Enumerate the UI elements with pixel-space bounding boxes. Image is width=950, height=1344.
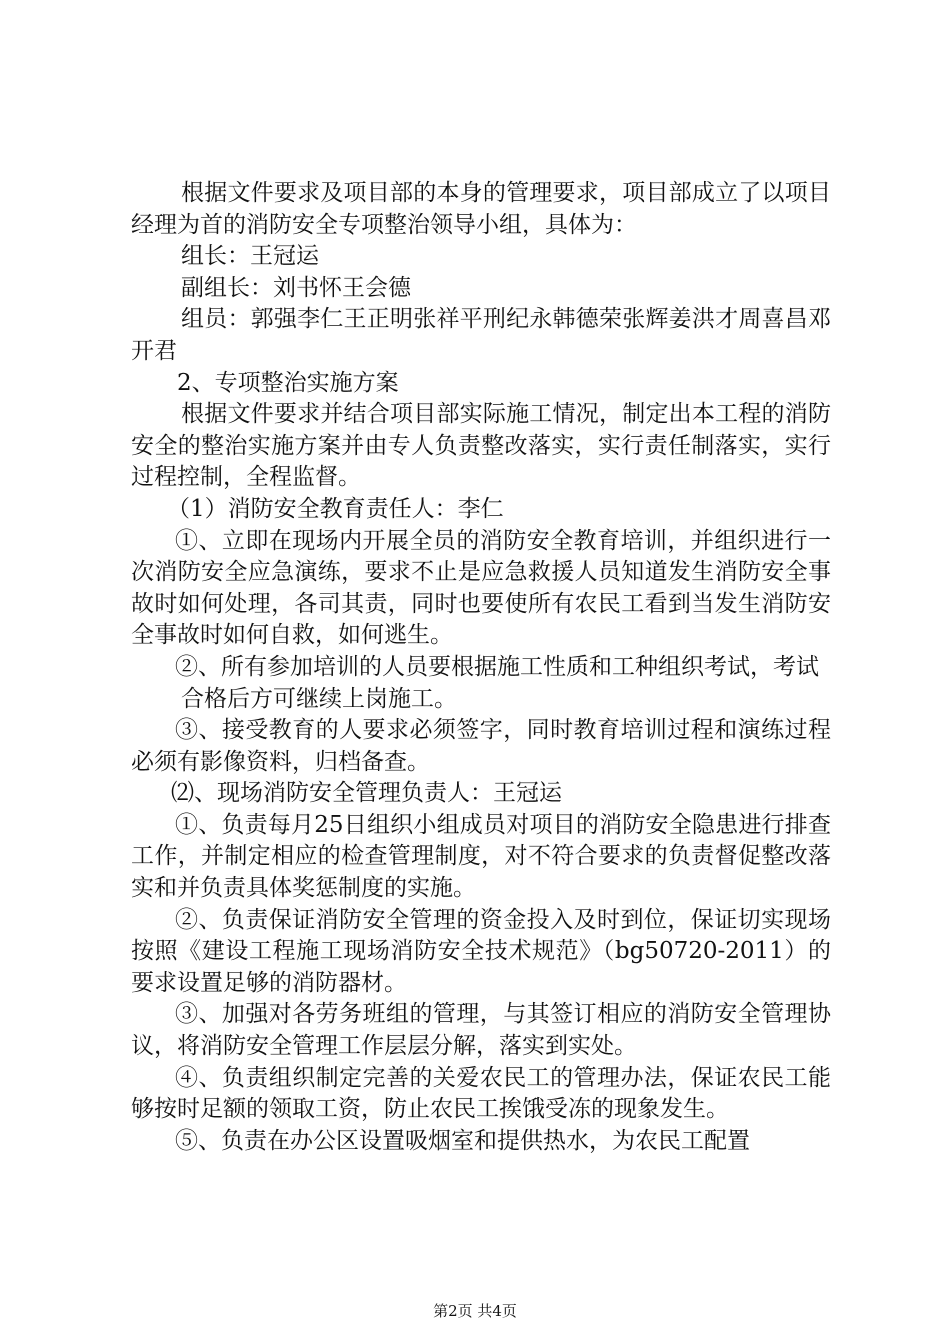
paragraph-members: 组员：郭强李仁王正明张祥平刑纪永韩德荣张辉姜洪才周喜昌邓开君 (131, 306, 831, 364)
paragraph-leader: 组长：王冠运 (181, 243, 319, 270)
subheading-education: （1）消防安全教育责任人：李仁 (167, 495, 504, 522)
paragraph-deputy-leader: 副组长：刘书怀王会德 (181, 274, 411, 301)
paragraph-intro: 根据文件要求及项目部的本身的管理要求，项目部成立了以项目经理为首的消防安全专项整治领导小组，具体为： (131, 180, 831, 238)
subheading-site-management: ⑵、现场消防安全管理负责人：王冠运 (171, 780, 562, 807)
item-site-1: ①、负责每月25日组织小组成员对项目的消防安全隐患进行排查工作，并制定相应的检查管理制度，对不符合要求的负责督促整改落实和并负责具体奖惩制度的实施。 (131, 811, 831, 902)
page-number-footer: 第2页 共4页 (433, 1302, 517, 1320)
paragraph-plan: 根据文件要求并结合项目部实际施工情况，制定出本工程的消防安全的整治实施方案并由专人负责整改落实，实行责任制落实，实行过程控制，全程监督。 (131, 401, 831, 491)
item-education-2-cont: 合格后方可继续上岗施工。 (181, 685, 457, 712)
item-site-3: ③、加强对各劳务班组的管理，与其签订相应的消防安全管理协议，将消防安全管理工作层层分解，落实到实处。 (131, 1001, 831, 1060)
item-site-2: ②、负责保证消防安全管理的资金投入及时到位，保证切实现场按照《建设工程施工现场消防安全技术规范》（bg50720-2011）的要求设置足够的消防器材。 (131, 906, 831, 996)
item-education-2: ②、所有参加培训的人员要根据施工性质和工种组织考试，考试 (175, 653, 819, 680)
item-education-3: ③、接受教育的人要求必须签字，同时教育培训过程和演练过程必须有影像资料，归档备查。 (131, 717, 831, 775)
section-heading-plan: 2、专项整治实施方案 (177, 369, 399, 396)
document-body (131, 178, 831, 1157)
item-site-5: ⑤、负责在办公区设置吸烟室和提供热水，为农民工配置 (175, 1127, 750, 1154)
item-education-1: ①、立即在现场内开展全员的消防安全教育培训，并组织进行一次消防安全应急演练，要求不止是应急救援人员知道发生消防安全事故时如何处理，各司其责，同时也要使所有农民工看到当发生消防安全事故时如何自救，如何逃生。 (131, 527, 831, 649)
item-site-4: ④、负责组织制定完善的关爱农民工的管理办法，保证农民工能够按时足额的领取工资，防止农民工挨饿受冻的现象发生。 (131, 1064, 831, 1123)
